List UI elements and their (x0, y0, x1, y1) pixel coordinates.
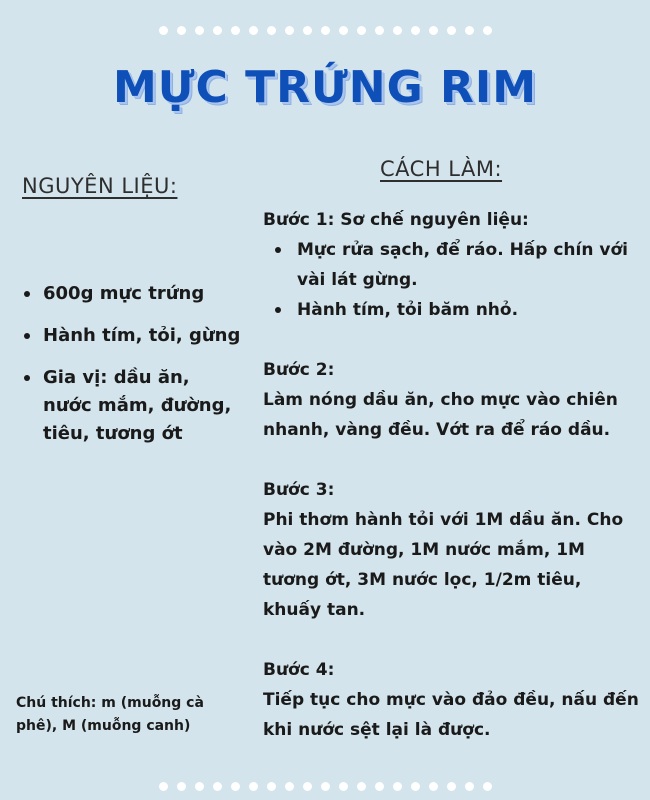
top-dot-border (0, 26, 650, 35)
step-1-bullet: Mực rửa sạch, để ráo. Hấp chín với vài lát gừng. (297, 235, 643, 295)
ingredients-heading: NGUYÊN LIỆU: (22, 174, 178, 198)
step-1-bullet: Hành tím, tỏi băm nhỏ. (297, 295, 643, 325)
method-steps (263, 205, 643, 775)
step-1 (263, 205, 643, 325)
step-4-text: Tiếp tục cho mực vào đảo đều, nấu đến khi nước sệt lại là được. (263, 690, 639, 740)
ingredients-list (22, 280, 242, 462)
step-4-label: Bước 4: (263, 660, 335, 680)
step-2-label: Bước 2: (263, 360, 335, 380)
step-1-bullets (263, 235, 643, 325)
method-heading: CÁCH LÀM: (380, 157, 503, 181)
step-4 (263, 655, 643, 745)
ingredient-item: Gia vị: dầu ăn, nước mắm, đường, tiêu, tương ớt (22, 364, 242, 448)
bottom-dot-border (0, 782, 650, 791)
step-1-label: Bước 1: Sơ chế nguyên liệu: (263, 210, 529, 230)
step-2-text: Làm nóng dầu ăn, cho mực vào chiên nhanh, vàng đều. Vớt ra để ráo dầu. (263, 390, 618, 440)
page-title: MỰC TRỨNG RIM (112, 62, 538, 113)
step-2 (263, 355, 643, 445)
step-3 (263, 475, 643, 625)
step-3-text: Phi thơm hành tỏi với 1M dầu ăn. Cho vào 2M đường, 1M nước mắm, 1M tương ớt, 3M nước lọc, 1/2m tiêu, khuấy tan. (263, 510, 624, 620)
step-3-label: Bước 3: (263, 480, 335, 500)
ingredient-item: 600g mực trứng (22, 280, 242, 308)
unit-note: Chú thích: m (muỗng cà phê), M (muỗng canh) (16, 695, 204, 734)
ingredient-item: Hành tím, tỏi, gừng (22, 322, 242, 350)
